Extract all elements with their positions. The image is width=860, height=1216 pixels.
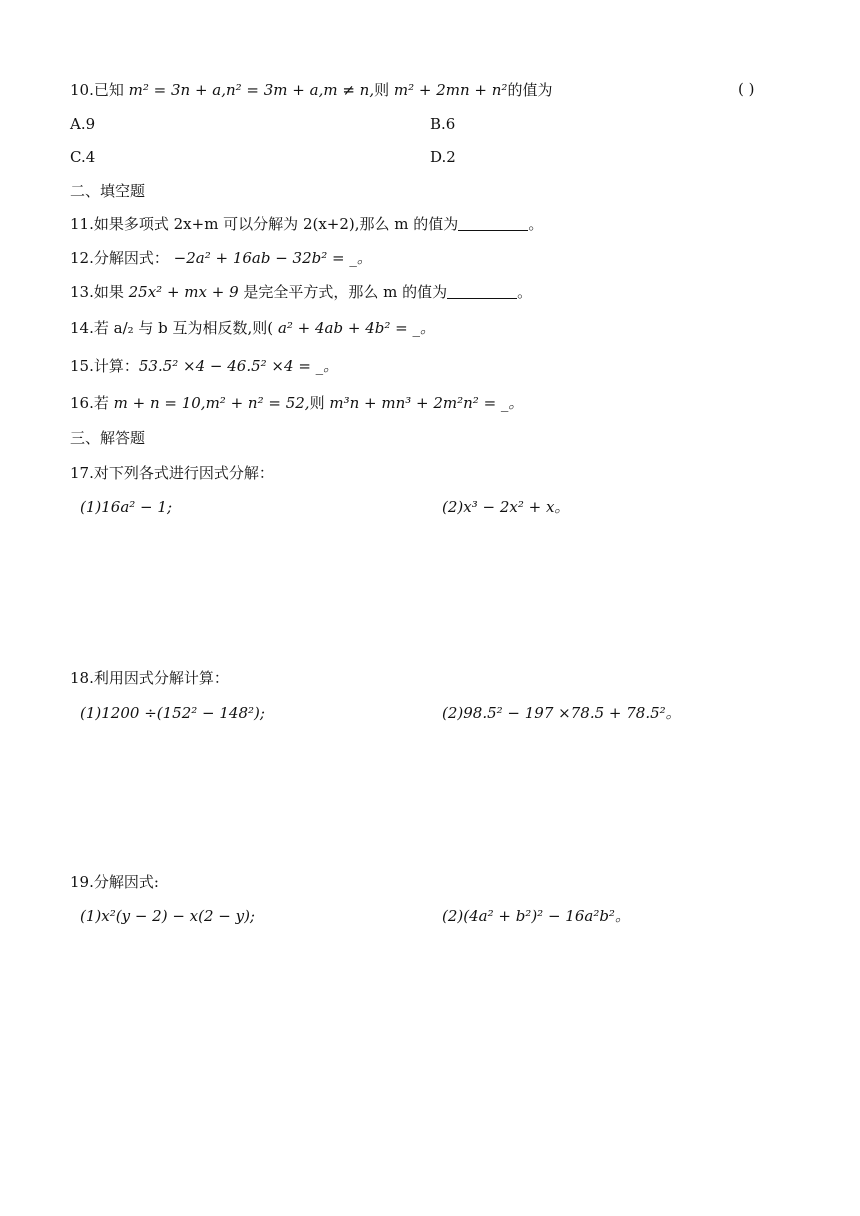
q16-condition: m + n = 10,m² + n² = 52, (113, 394, 310, 412)
q10-prefix: 10.已知 (70, 81, 129, 99)
question-13 (70, 282, 532, 302)
q10-expression: m² + 2mn + n² (393, 81, 508, 99)
q10-condition: m² = 3n + a,n² = 3m + a,m ≠ n, (128, 81, 375, 99)
answer-blank (458, 216, 528, 231)
q11-text: 11.如果多项式 2x+m 可以分解为 2(x+2),那么 m 的值为 (70, 215, 459, 233)
q10-mid: 则 (374, 81, 394, 99)
option-d: D.2 (430, 148, 456, 166)
question-10 (70, 80, 552, 100)
question-18-part-1: (1)1200 ÷(152² − 148²); (80, 704, 265, 722)
answer-parenthesis: ( ) (738, 80, 755, 98)
question-18-title: 18.利用因式分解计算： (70, 669, 229, 687)
q16-expression: m³n + mn³ + 2m²n² = _。 (329, 394, 524, 412)
question-15 (70, 356, 338, 376)
q12-expression: −2a² + 16ab − 32b² = _。 (173, 249, 372, 267)
q16-mid: 则 (309, 394, 330, 412)
q13-end: 。 (517, 283, 533, 301)
section-heading-fill-in: 二、填空题 (70, 182, 146, 200)
q14-expression: a² + 4ab + 4b² = _。 (277, 319, 435, 337)
question-19-part-1: (1)x²(y − 2) − x(2 − y); (80, 907, 255, 925)
q10-suffix: 的值为 (507, 81, 553, 99)
question-14 (70, 318, 435, 338)
q13-expression: 25x² + mx + 9 (128, 283, 239, 301)
question-17-part-1: (1)16a² − 1; (80, 498, 172, 516)
question-17-part-2: (2)x³ − 2x² + x。 (442, 498, 570, 516)
option-b: B.6 (430, 115, 456, 133)
q15-expression: 53.5² ×4 − 46.5² ×4 = _。 (138, 357, 339, 375)
option-c: C.4 (70, 148, 96, 166)
answer-blank (447, 284, 517, 299)
question-19-part-2: (2)(4a² + b²)² − 16a²b²。 (442, 907, 630, 925)
section-heading-solve: 三、解答题 (70, 429, 146, 447)
question-17-title: 17.对下列各式进行因式分解： (70, 464, 274, 482)
q16-label: 16.若 (70, 394, 114, 412)
question-11 (70, 214, 543, 234)
q13-text: 是完全平方式，那么 m 的值为 (238, 283, 448, 301)
option-a: A.9 (70, 115, 96, 133)
q12-label: 12.分解因式： (70, 249, 169, 267)
q11-end: 。 (528, 215, 544, 233)
question-12 (70, 248, 372, 268)
question-19-title: 19.分解因式: (70, 873, 159, 891)
q13-label: 13.如果 (70, 283, 129, 301)
q14-label: 14.若 a/₂ 与 b 互为相反数,则( (70, 319, 278, 337)
question-16 (70, 393, 523, 413)
question-18-part-2: (2)98.5² − 197 ×78.5 + 78.5²。 (442, 704, 681, 722)
q15-label: 15.计算： (70, 357, 139, 375)
